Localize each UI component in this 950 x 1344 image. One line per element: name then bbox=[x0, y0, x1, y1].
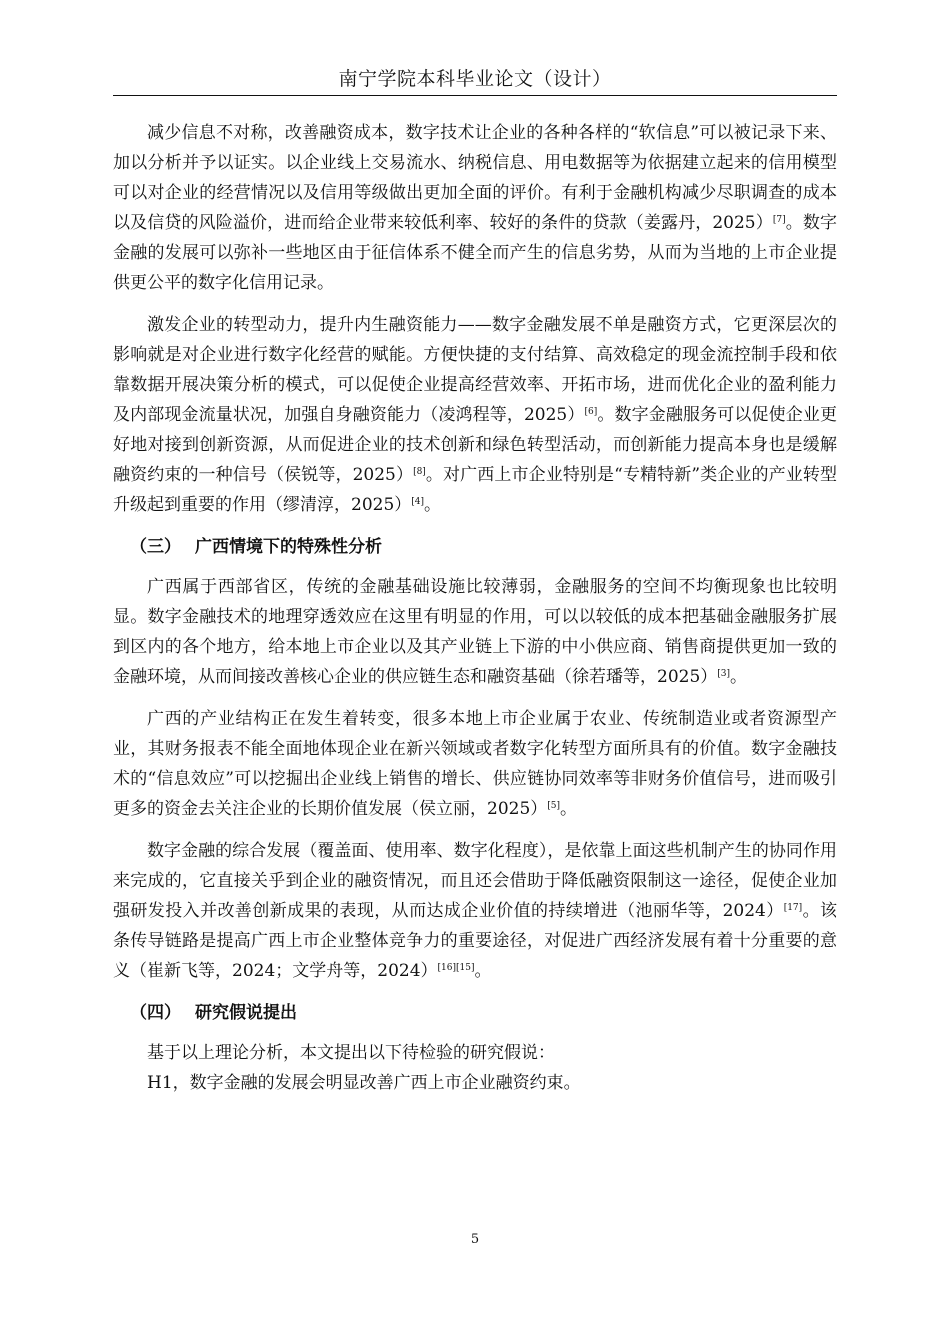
page-number: 5 bbox=[470, 1232, 480, 1247]
header-rule bbox=[113, 95, 837, 96]
citation-ref[interactable]: [8] bbox=[413, 467, 426, 477]
paragraph-comprehensive-development bbox=[113, 836, 837, 986]
paragraph-text: 。 bbox=[730, 667, 748, 687]
section-title: 广西情境下的特殊性分析 bbox=[195, 537, 382, 557]
paragraph-text: 。 bbox=[424, 495, 442, 515]
paragraph-text: 减少信息不对称，改善融资成本，数字技术让企业的各种各样的“软信息”可以被记录下来、加以分析并予以证实。以企业线上交易流水、纳税信息、用电数据等为依据建立起来的信用模型可以对企业的经营情况以及信用等级做出更加全面的评价。有利于金融机构减少尽职调查的成本以及信贷的风险溢价，进而给企业带来较低利率、较好的条件的贷款（姜露丹，2025） bbox=[113, 123, 837, 233]
body-content bbox=[113, 118, 837, 1098]
page-header: 南宁学院本科毕业论文（设计） bbox=[338, 68, 612, 90]
paragraph-text: 。数字金融服务可以促使企业更好地对接到创新资源，从而促进企业的技术创新和绿色转型活动，而创新能力提高本身也是缓解融资约束的一种信号（侯锐等，2025） bbox=[113, 405, 838, 485]
section-number: （三） bbox=[130, 537, 181, 557]
citation-ref[interactable]: [6] bbox=[584, 407, 598, 417]
citation-ref[interactable]: [3] bbox=[717, 669, 731, 679]
paragraph-transformation-power bbox=[113, 310, 837, 520]
section-heading-guangxi-context bbox=[113, 532, 837, 562]
paragraph-text: 。对广西上市企业特别是“专精特新”类企业的产业转型升级起到重要的作用（缪清淳，2025） bbox=[113, 465, 837, 515]
paragraph-industrial-structure bbox=[113, 704, 837, 824]
hypothesis-intro: 基于以上理论分析，本文提出以下待检验的研究假说： bbox=[147, 1043, 555, 1063]
citation-ref[interactable]: [16][15] bbox=[437, 963, 475, 973]
section-title: 研究假说提出 bbox=[195, 1003, 297, 1023]
paragraph-text: 数字金融的综合发展（覆盖面、使用率、数字化程度），是依靠上面这些机制产生的协同作用来完成的，它直接关乎到企业的融资情况，而且还会借助于降低融资限制这一途径，促使企业加强研发投入并改善创新成果的表现，从而达成企业价值的持续增进（池丽华等，2024） bbox=[113, 841, 837, 921]
paragraph-text: 。 bbox=[474, 961, 492, 981]
hypothesis-h1: H1，数字金融的发展会明显改善广西上市企业融资约束。 bbox=[147, 1073, 581, 1093]
section-heading-hypothesis bbox=[113, 998, 837, 1028]
paragraph-text: 。数字金融的发展可以弥补一些地区由于征信体系不健全而产生的信息劣势，从而为当地的上市企业提供更公平的数字化信用记录。 bbox=[113, 213, 837, 293]
paragraph-text: 广西的产业结构正在发生着转变，很多本地上市企业属于农业、传统制造业或者资源型产业，其财务报表不能全面地体现企业在新兴领域或者数字化转型方面所具有的价值。数字金融技术的“信息效应”可以挖掘出企业线上销售的增长、供应链协同效率等非财务价值信号，进而吸引更多的资金去关注企业的长期价值发展（侯立丽，2025） bbox=[113, 709, 837, 819]
citation-ref[interactable]: [5] bbox=[547, 801, 561, 811]
section-number: （四） bbox=[130, 1003, 181, 1023]
paragraph-information-asymmetry bbox=[113, 118, 837, 298]
paragraph-text: 激发企业的转型动力，提升内生融资能力——数字金融发展不单是融资方式，它更深层次的影响就是对企业进行数字化经营的赋能。方便快捷的支付结算、高效稳定的现金流控制手段和依靠数据开展决策分析的模式，可以促使企业提高经营效率、开拓市场，进而优化企业的盈利能力及内部现金流量状况，加强自身融资能力（凌鸿程等，2025） bbox=[113, 315, 837, 425]
citation-ref[interactable]: [17] bbox=[783, 903, 803, 913]
citation-ref[interactable]: [4] bbox=[411, 497, 425, 507]
paragraph-text: 。该条传导链路是提高广西上市企业整体竞争力的重要途径，对促进广西经济发展有着十分重要的意义（崔新飞等，2024；文学舟等，2024） bbox=[113, 901, 838, 981]
paragraph-western-province bbox=[113, 572, 837, 692]
paragraph-text: 。 bbox=[560, 799, 578, 819]
paragraph-text: 广西属于西部省区，传统的金融基础设施比较薄弱，金融服务的空间不均衡现象也比较明显。数字金融技术的地理穿透效应在这里有明显的作用，可以以较低的成本把基础金融服务扩展到区内的各个地方，给本地上市企业以及其产业链上下游的中小供应商、销售商提供更加一致的金融环境，从而间接改善核心企业的供应链生态和融资基础（徐若璠等，2025） bbox=[113, 577, 837, 687]
citation-ref[interactable]: [7] bbox=[772, 215, 786, 225]
